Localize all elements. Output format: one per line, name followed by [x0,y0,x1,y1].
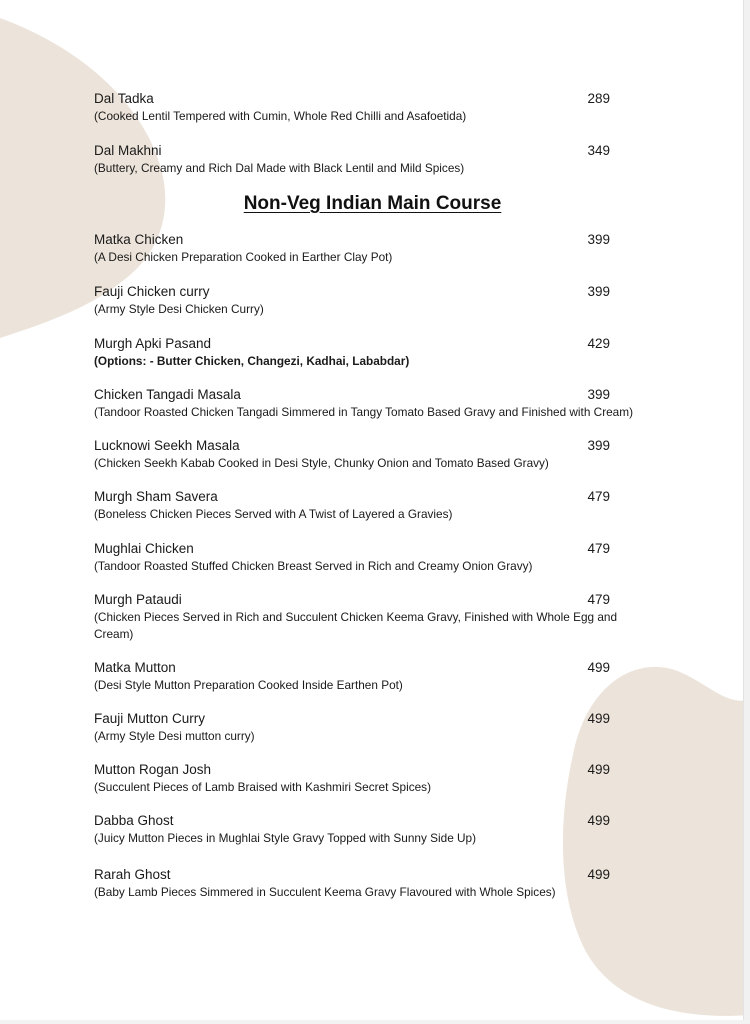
item-description: (Desi Style Mutton Preparation Cooked Inside Earthen Pot) [94,678,403,692]
item-description: (A Desi Chicken Preparation Cooked in Earther Clay Pot) [94,250,393,264]
menu-item [94,710,634,745]
item-description: (Baby Lamb Pieces Simmered in Succulent Keema Gravy Flavoured with Whole Spices) [94,885,556,899]
item-description: (Juicy Mutton Pieces in Mughlai Style Gravy Topped with Sunny Side Up) [94,831,477,845]
menu-item [94,659,634,694]
item-description: (Boneless Chicken Pieces Served with A Twist of Layered a Gravies) [94,507,453,521]
item-name: Dal Makhni [94,143,162,158]
menu-item [94,142,634,177]
item-name: Murgh Apki Pasand [94,336,212,351]
item-description: (Army Style Desi mutton curry) [94,729,255,743]
item-name: Murgh Pataudi [94,592,182,607]
item-price: 289 [587,91,610,106]
item-price: 399 [587,438,610,453]
page-edge-bottom [0,1020,750,1024]
item-options: (Options: - Butter Chicken, Changezi, Kadhai, Lababdar) [94,354,410,368]
item-name: Dabba Ghost [94,813,174,828]
menu-content [94,90,634,901]
item-name: Matka Mutton [94,660,176,675]
page-edge-right [743,0,750,1024]
menu-item [94,488,634,523]
item-name: Fauji Chicken curry [94,284,210,299]
menu-item [94,283,634,318]
menu-item [94,437,634,472]
item-price: 499 [587,762,610,777]
item-name: Dal Tadka [94,91,154,106]
section-title: Non-Veg Indian Main Course [243,193,502,214]
item-price: 429 [587,336,610,351]
item-description: (Succulent Pieces of Lamb Braised with Kashmiri Secret Spices) [94,780,432,794]
item-name: Lucknowi Seekh Masala [94,438,240,453]
item-description: (Army Style Desi Chicken Curry) [94,302,264,316]
item-description: (Buttery, Creamy and Rich Dal Made with Black Lentil and Mild Spices) [94,161,465,175]
item-price: 399 [587,387,610,402]
menu-item [94,386,634,421]
item-price: 399 [587,284,610,299]
menu-item [94,812,634,847]
item-description: (Chicken Seekh Kabab Cooked in Desi Style, Chunky Onion and Tomato Based Gravy) [94,456,549,470]
menu-item [94,90,634,125]
item-name: Chicken Tangadi Masala [94,387,241,402]
item-description: (Tandoor Roasted Stuffed Chicken Breast Served in Rich and Creamy Onion Gravy) [94,559,533,573]
item-name: Matka Chicken [94,232,184,247]
menu-item [94,231,634,266]
item-description: (Cooked Lentil Tempered with Cumin, Whole Red Chilli and Asafoetida) [94,109,467,123]
menu-item [94,591,634,643]
item-name: Rarah Ghost [94,867,171,882]
menu-item [94,761,634,796]
item-name: Mutton Rogan Josh [94,762,212,777]
item-price: 479 [587,592,610,607]
item-name: Murgh Sham Savera [94,489,218,504]
menu-item [94,540,634,575]
item-price: 499 [587,711,610,726]
item-description: (Chicken Pieces Served in Rich and Succulent Chicken Keema Gravy, Finished with Whole Egg and Cream) [94,610,618,641]
menu-item [94,866,634,901]
item-price: 499 [587,813,610,828]
item-price: 479 [587,541,610,556]
item-price: 499 [587,660,610,675]
item-description: (Tandoor Roasted Chicken Tangadi Simmered in Tangy Tomato Based Gravy and Finished with Cream) [94,405,633,419]
item-price: 349 [587,143,610,158]
item-name: Fauji Mutton Curry [94,711,206,726]
item-price: 399 [587,232,610,247]
item-price: 479 [587,489,610,504]
menu-item [94,335,634,370]
item-name: Mughlai Chicken [94,541,194,556]
item-price: 499 [587,867,610,882]
